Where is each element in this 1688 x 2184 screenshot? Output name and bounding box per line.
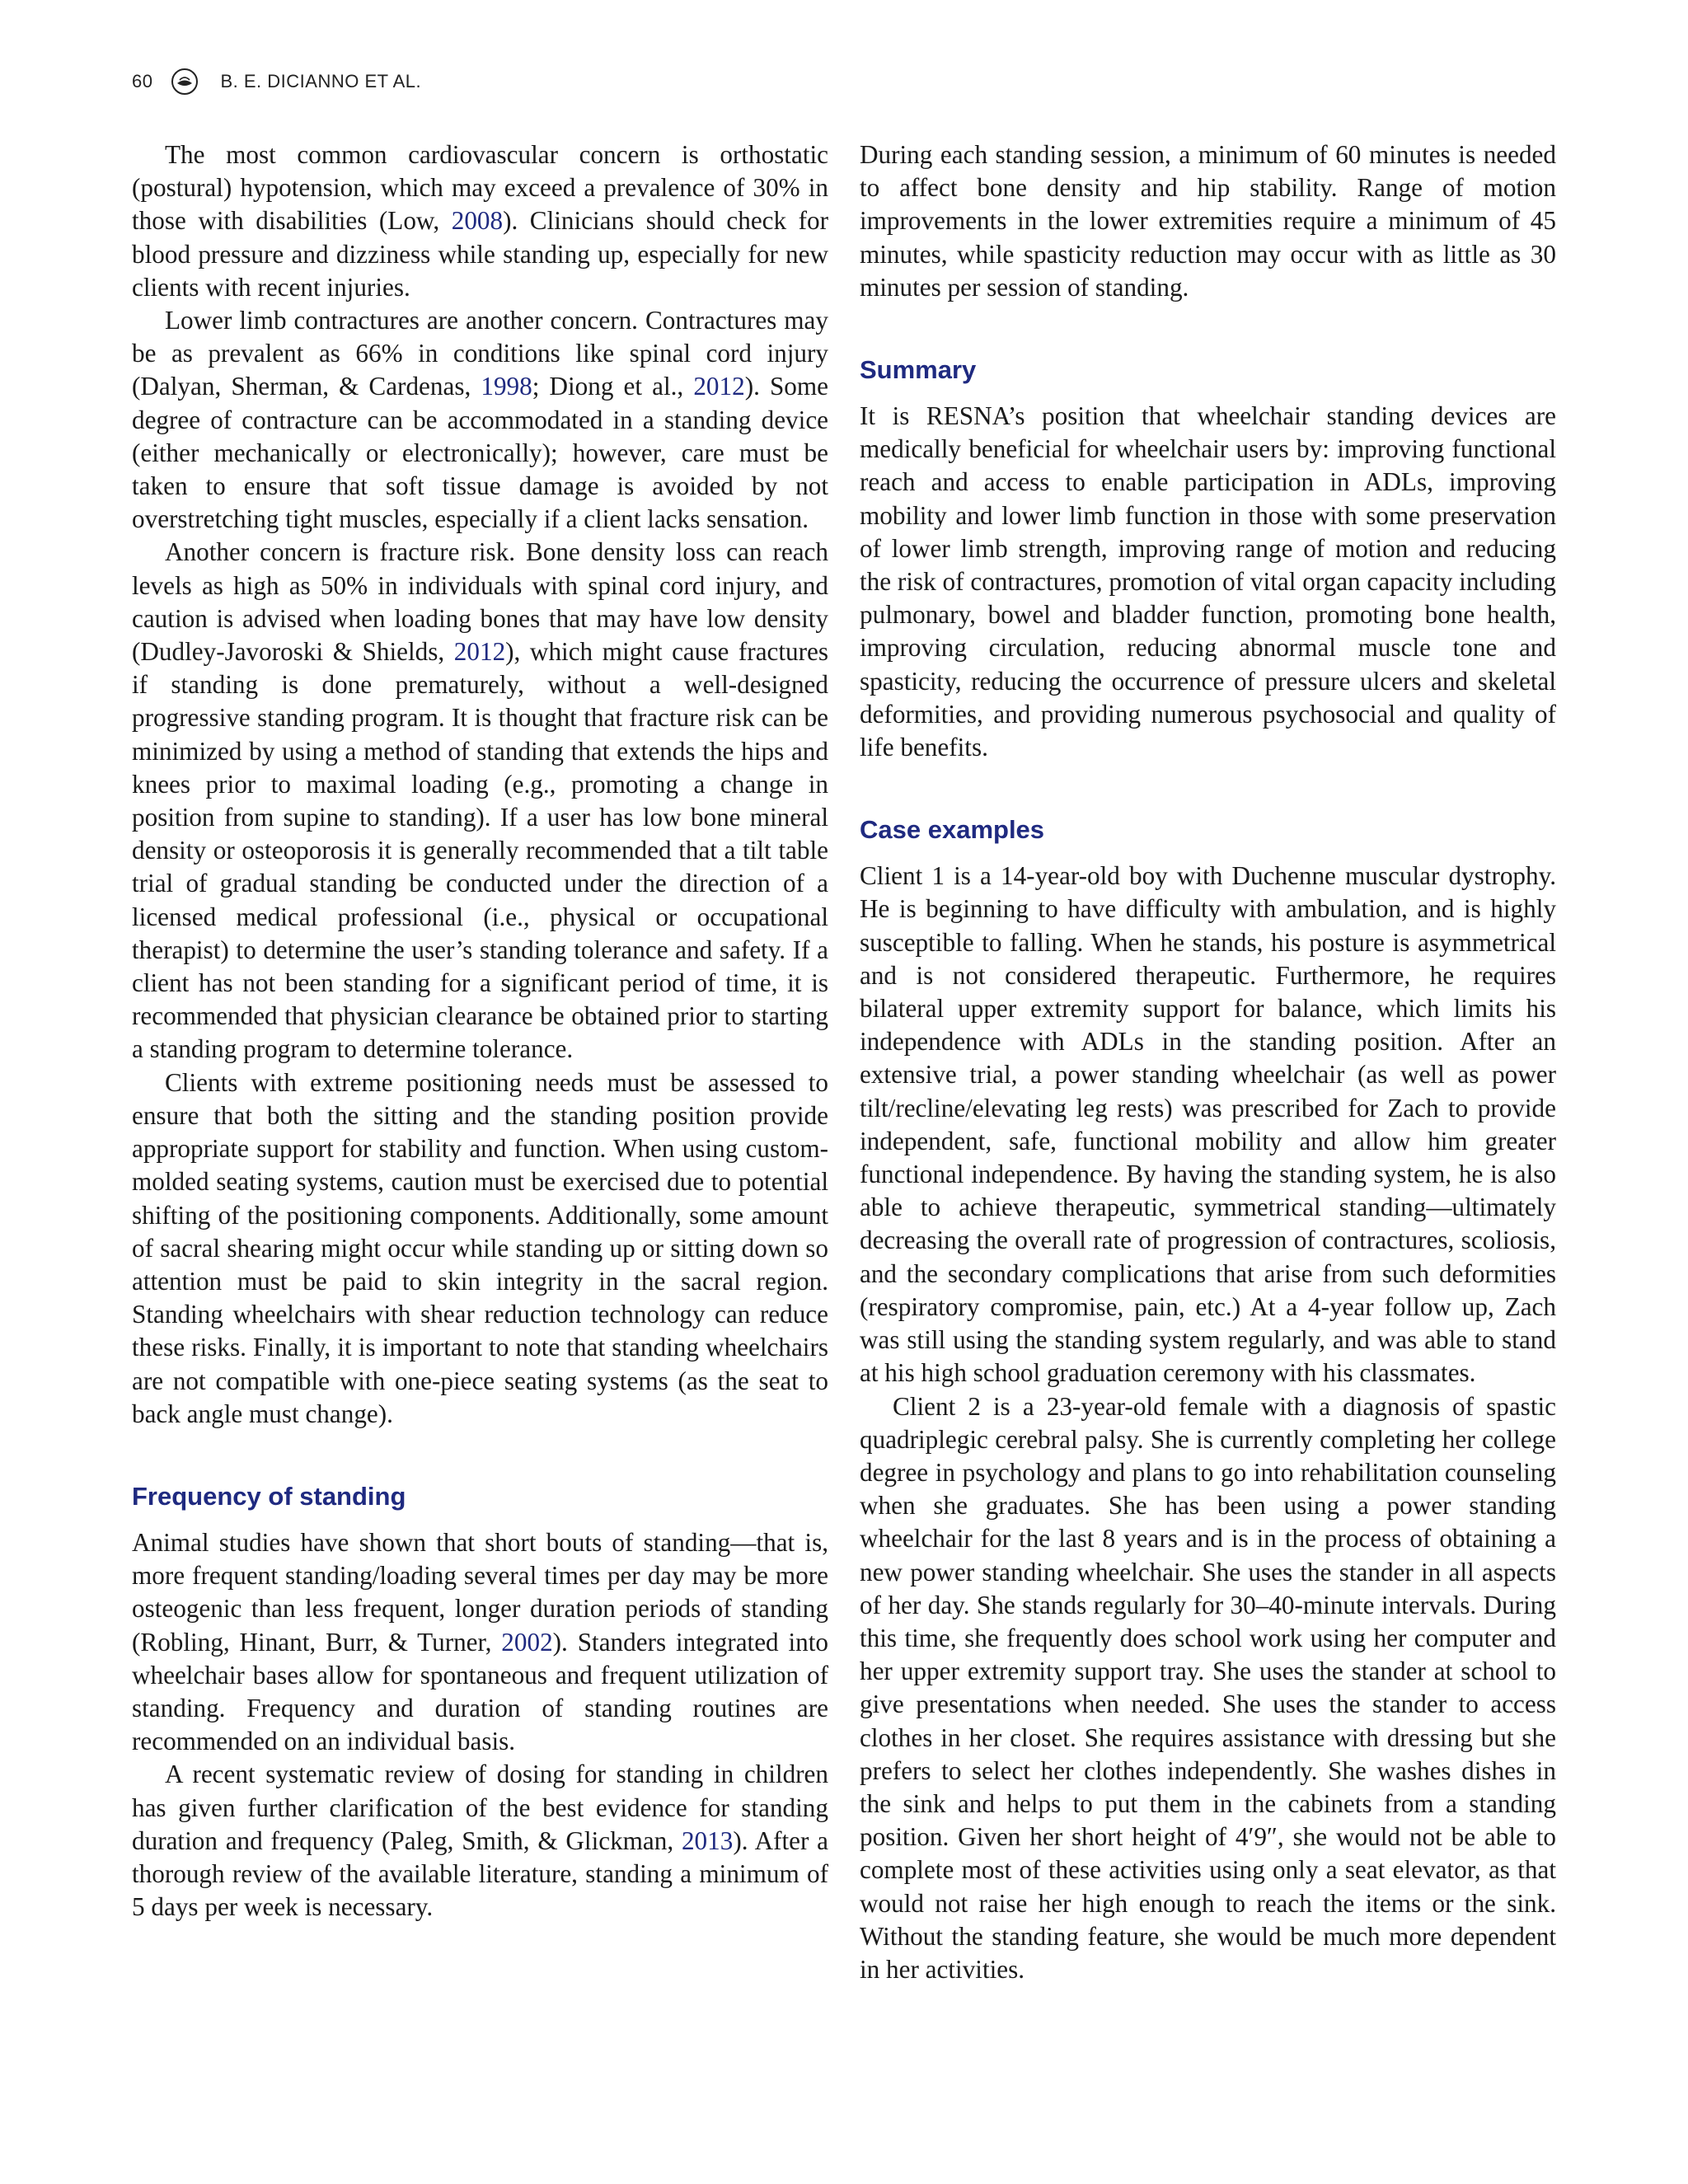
citation-link[interactable]: 2008 — [451, 206, 504, 236]
paragraph-client-1: Client 1 is a 14-year-old boy with Duchenne muscular dystrophy. He is beginning to have difficulty with ambulation, and is highly susceptible to falling. When he stands, his posture is asymmetrical and is not considered therapeutic. Furthermore, he requires bilateral upper extremity support for balance, which limits his independence with ADLs in the standing position. After an extensive trial, a power standing wheelchair (as well as power tilt/recline/elevating leg rests) was prescribed for Zach to provide independent, safe, functional mobility and allow him greater functional independence. By having the standing system, he is also able to achieve therapeutic, symmetrical standing—ultimately decreasing the overall rate of progression of contractures, scoliosis, and the secondary complications that arise from such deformities (respiratory compromise, pain, etc.) At a 4-year follow up, Zach was still using the standing system regularly, and was able to stand at his high school graduation ceremony with his classmates. — [860, 861, 1556, 1388]
paragraph-contractures — [132, 304, 828, 536]
citation-link[interactable]: 2012 — [453, 637, 506, 667]
left-column — [132, 138, 828, 1924]
text: The most common cardiovascular concern is orthostatic (postural) hypotension, which may exceed a prevalence of 30% in those with disabilities (Low, — [132, 140, 828, 236]
page-number: 60 — [132, 71, 153, 91]
text: ). Clinicians should check for blood pressure and dizziness while standing up, especially for new clients with recent injuries. — [132, 206, 828, 302]
text: Animal studies have shown that short bouts of standing—that is, more frequent standing/loading several times per day may be more osteogenic than less frequent, longer duration periods of standing (Robling, Hinant, Burr, & Turner, — [132, 1527, 828, 1657]
text: ), which might cause fractures if standing is done prematurely, without a well-designed progressive standing program. It is thought that fracture risk can be minimized by using a method of standing that extends the hips and knees prior to maximal loading (e.g., promoting a change in position from supine to standing). If a user has low bone mineral density or osteoporosis it is generally recommended that a tilt table trial of gradual standing be conducted under the direction of a licensed medical professional (i.e., physical or occupational therapist) to determine the user’s standing tolerance and safety. If a client has not been standing for a significant period of time, it is recommended that physician clearance be obtained prior to starting a standing program to determine tolerance. — [132, 637, 829, 1064]
heading-summary: Summary — [860, 355, 977, 385]
publisher-logo-icon — [171, 68, 199, 96]
text: ; Diong et al., — [532, 372, 694, 401]
running-head — [132, 68, 421, 96]
citation-link[interactable]: 2012 — [693, 372, 745, 401]
right-column — [860, 138, 1556, 1986]
citation-link[interactable]: 2002 — [501, 1627, 553, 1657]
paragraph-fracture-risk — [132, 536, 828, 1066]
paragraph-positioning: Clients with extreme positioning needs must be assessed to ensure that both the sitting and the standing position provide appropriate support for stability and function. When using custom-molded seating systems, caution must be exercised due to potential shifting of the positioning components. Additionally, some amount of sacral shearing might occur while standing up or sitting down so attention must be paid to skin integrity in the sacral region. Standing wheelchairs with shear reduction technology can reduce these risks. Finally, it is important to note that standing wheelchairs are not compatible with one-piece seating systems (as the seat to back angle must change). — [132, 1067, 828, 1428]
paragraph-session-duration: During each standing session, a minimum of 60 minutes is needed to affect bone density and hip stability. Range of motion improvements in the lower extremities require a minimum of 45 minutes, while spasticity reduction may occur with as little as 30 minutes per session of standing. — [860, 140, 1556, 302]
text: Another concern is fracture risk. Bone density loss can reach levels as high as 50% in individuals with spinal cord injury, and caution is advised when loading bones that may have low density (Dudley-Javoroski & Shields, — [132, 537, 828, 667]
heading-frequency-of-standing: Frequency of standing — [132, 1481, 406, 1511]
citation-link[interactable]: 1998 — [481, 372, 532, 401]
text: ). Some degree of contracture can be accommodated in a standing device (either mechanically or electronically); however, care must be taken to ensure that soft tissue damage is avoided by not overstretching tight muscles, especially if a client lacks sensation. — [132, 372, 828, 534]
running-head-authors: B. E. DICIANNO ET AL. — [220, 71, 422, 91]
text: ). Standers integrated into wheelchair bases allow for spontaneous and frequent utilization of standing. Frequency and duration of standing routines are recommended on an individual basis. — [132, 1627, 828, 1756]
heading-case-examples: Case examples — [860, 815, 1045, 845]
text: ). After a thorough review of the available literature, standing a minimum of 5 days per week is necessary. — [132, 1825, 828, 1922]
paragraph-animal-studies — [132, 1526, 828, 1758]
paragraph-summary: It is RESNA’s position that wheelchair standing devices are medically beneficial for wheelchair users by: improving functional reach and access to enable participation in ADLs, improving mobility and lower limb function in those with some preservation of lower limb strength, improving range of motion and reducing the risk of contractures, promotion of vital organ capacity including pulmonary, bowel and bladder function, promoting bone health, improving circulation, reducing abnormal muscle tone and spasticity, reducing the occurrence of pressure ulcers and skeletal deformities, and providing numerous psychosocial and quality of life benefits. — [860, 401, 1556, 762]
text: Lower limb contractures are another concern. Contractures may be as prevalent as 66% in conditions like spinal cord injury (Dalyan, Sherman, & Cardenas, — [132, 306, 828, 401]
text: A recent systematic review of dosing for standing in children has given further clarification of the best evidence for standing duration and frequency (Paleg, Smith, & Glickman, — [132, 1760, 828, 1855]
citation-link[interactable]: 2013 — [681, 1825, 734, 1855]
paragraph-hypotension — [132, 138, 828, 304]
paragraph-systematic-review — [132, 1758, 828, 1924]
paragraph-client-2: Client 2 is a 23-year-old female with a diagnosis of spastic quadriplegic cerebral palsy. She is currently completing her college degree in psychology and plans to go into rehabilitation counseling when she graduates. She has been using a power standing wheelchair for the last 8 years and is in the process of obtaining a new power standing wheelchair. She uses the stander in all aspects of her day. She stands regularly for 30–40-minute intervals. During this time, she frequently does school work using her computer and her upper extremity support tray. She uses the stander at school to give presentations when needed. She uses the stander to access clothes in her closet. She requires assistance with dressing but she prefers to select her clothes independently. She washes dishes in the sink and helps to put them in the cabinets from a standing position. Given her short height of 4′9″, she would not be able to complete most of these activities using only a seat elevator, as that would not raise her high enough to reach the items or the sink. Without the standing feature, she would be much more dependent in her activities. — [860, 1391, 1556, 1984]
